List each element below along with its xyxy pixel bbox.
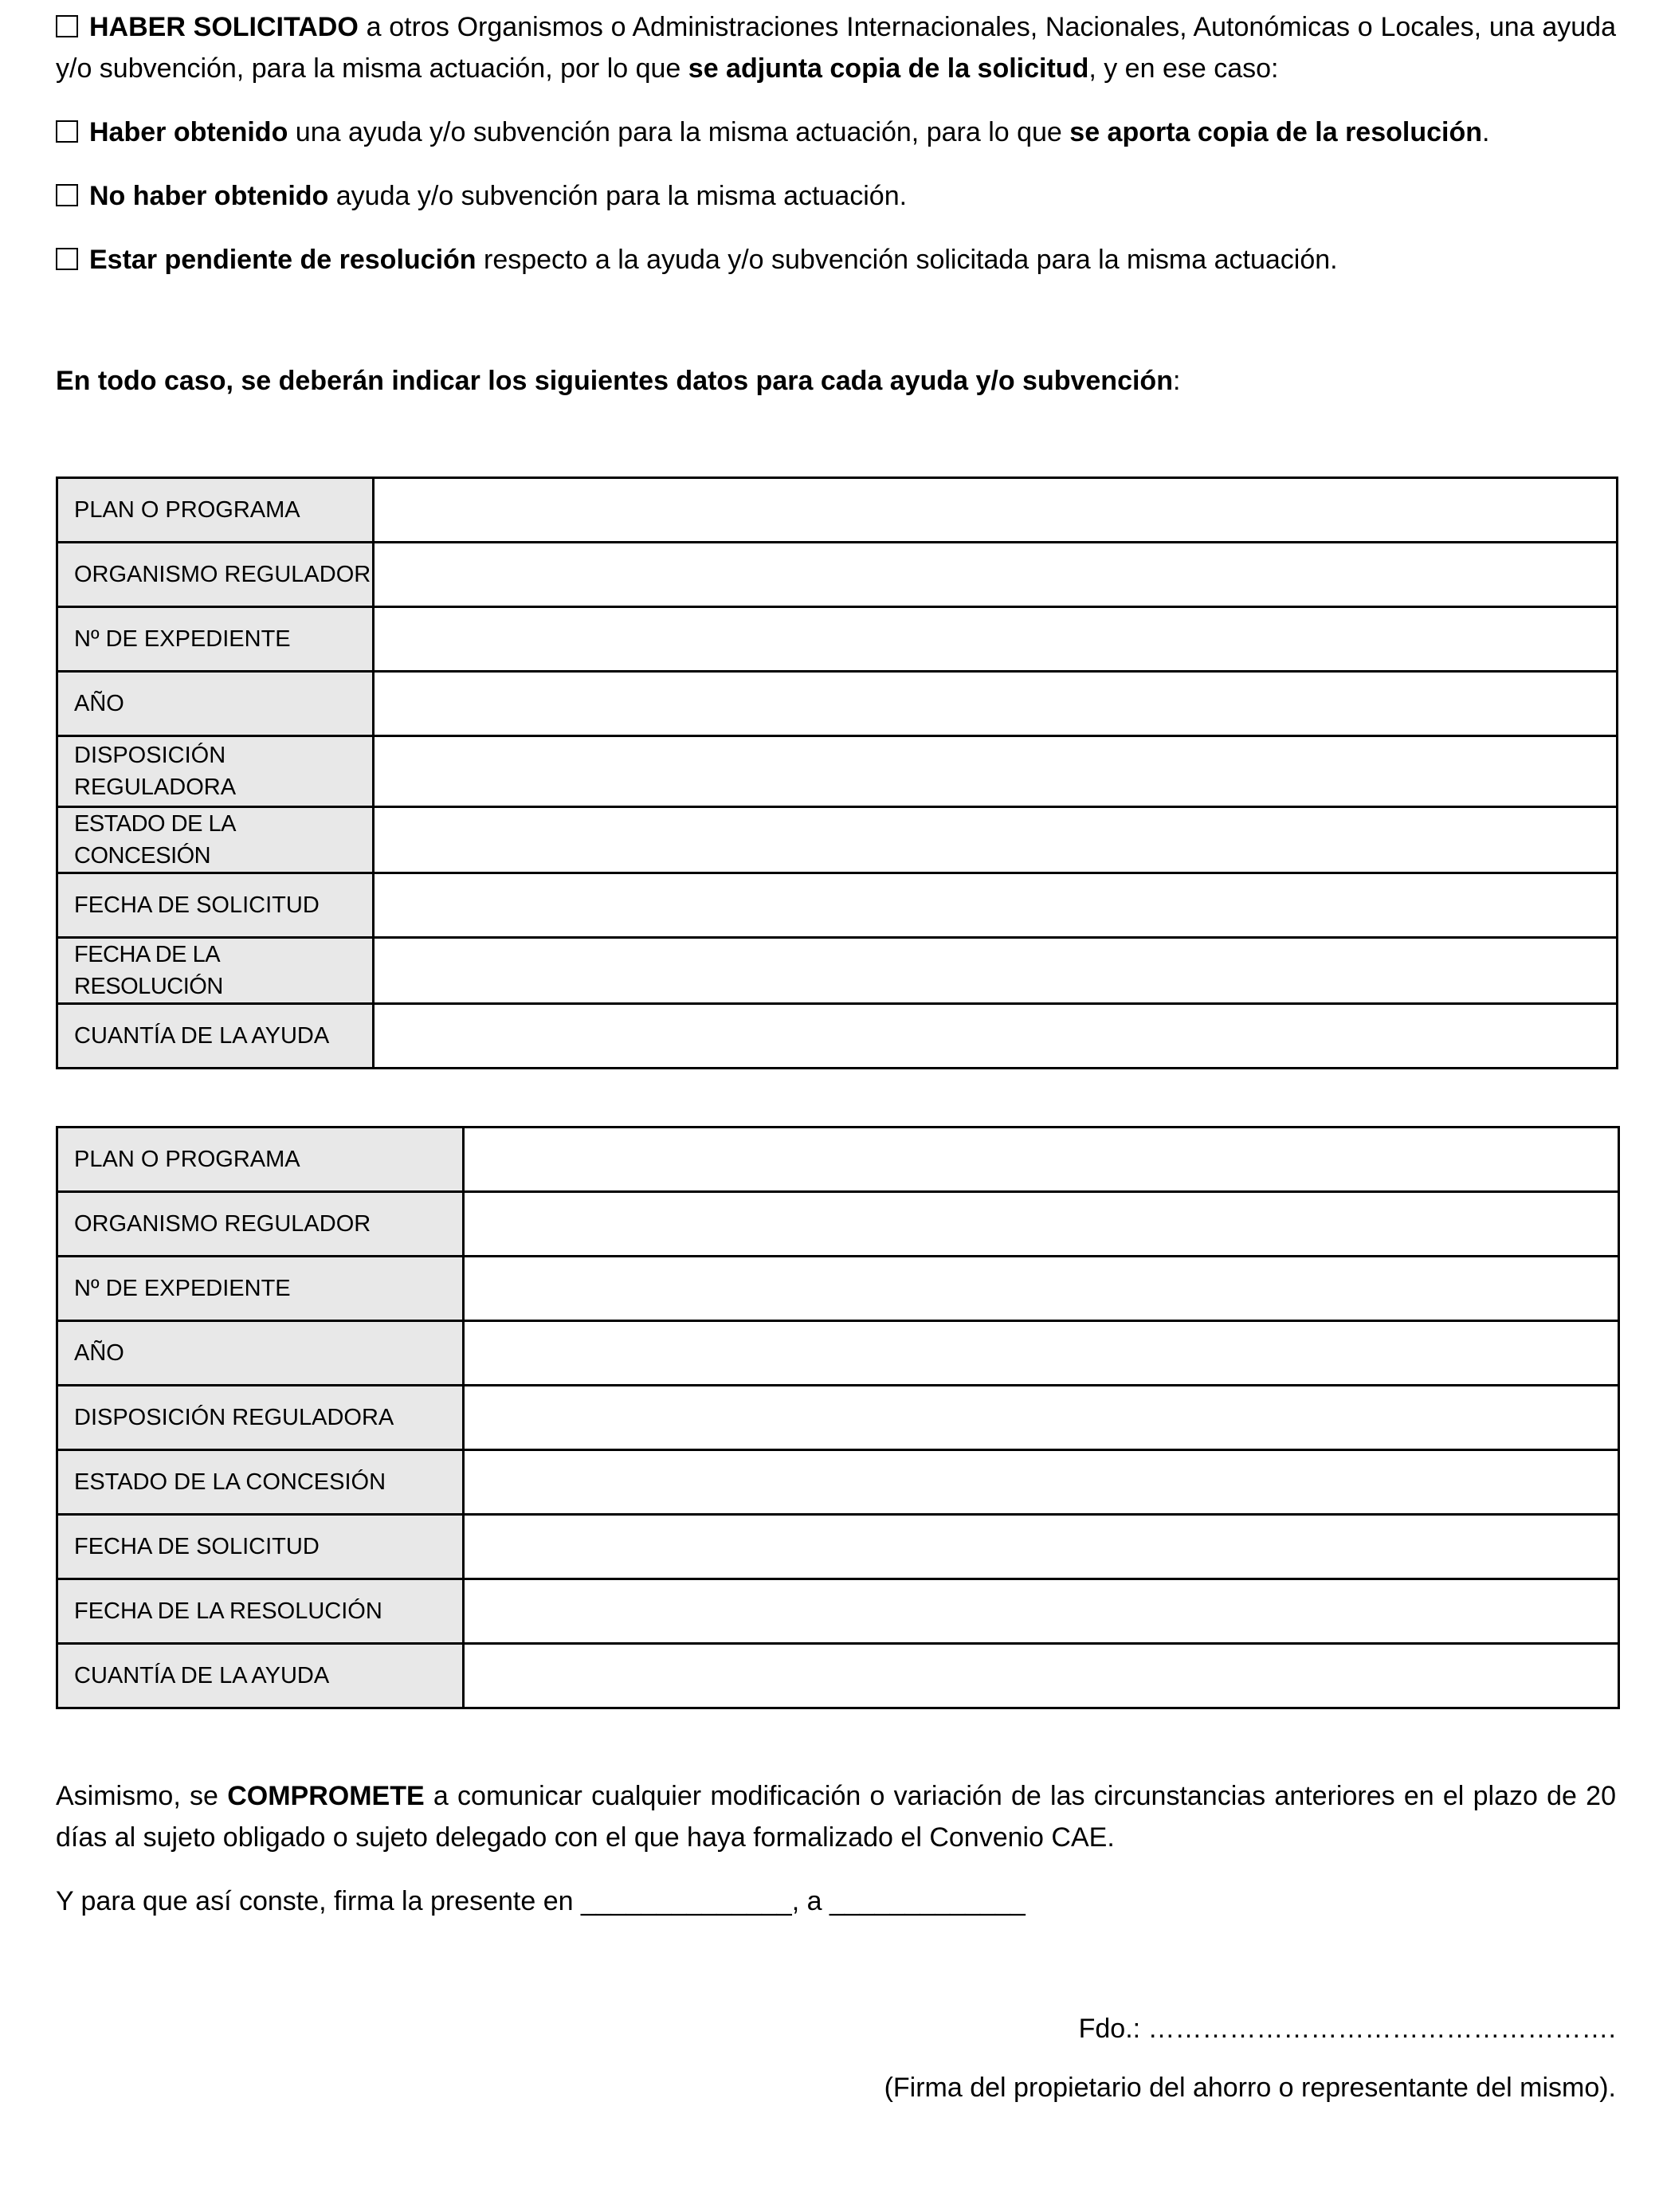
option-haber-obtenido: [56, 112, 1616, 153]
row-value-field[interactable]: [374, 607, 1618, 672]
checkbox-pendiente[interactable]: [56, 248, 78, 270]
row-label: DISPOSICIÓN REGULADORA: [57, 736, 374, 807]
checkbox-haber-solicitado[interactable]: [56, 15, 78, 37]
table-row: [57, 607, 1618, 672]
table-row: [57, 1515, 1619, 1579]
table-row: [57, 1192, 1619, 1257]
row-label: FECHA DE LA RESOLUCIÓN: [57, 1579, 464, 1644]
option-bold: se aporta copia de la resolución: [1069, 117, 1483, 147]
row-label: ORGANISMO REGULADOR: [57, 543, 374, 607]
row-value-field[interactable]: [464, 1515, 1619, 1579]
signature-caption: (Firma del propietario del ahorro o representante del mismo).: [884, 2073, 1616, 2103]
row-value-field[interactable]: [464, 1450, 1619, 1515]
checkbox-haber-obtenido[interactable]: [56, 120, 78, 143]
table-row: [57, 1386, 1619, 1450]
option-lead: Haber obtenido: [89, 117, 288, 147]
table-row: [57, 1321, 1619, 1386]
table-row: [57, 478, 1618, 543]
table-row: [57, 543, 1618, 607]
table-row: [57, 873, 1618, 938]
table-row: [57, 1579, 1619, 1644]
row-value-field[interactable]: [374, 478, 1618, 543]
instruction-text: [56, 360, 1616, 402]
signature-line: Fdo.: …………………………………………….: [1078, 2014, 1616, 2044]
checkbox-no-obtenido[interactable]: [56, 184, 78, 206]
subsidy-table-2: [56, 1126, 1620, 1709]
row-label: PLAN O PROGRAMA: [57, 1128, 464, 1192]
table-row: [57, 1128, 1619, 1192]
table-row: [57, 1004, 1618, 1069]
row-value-field[interactable]: [464, 1128, 1619, 1192]
instruction-tail: :: [1172, 366, 1181, 396]
subsidy-table-1: [56, 477, 1618, 1069]
table-row: [57, 1644, 1619, 1708]
row-label: FECHA DE SOLICITUD: [57, 873, 374, 938]
commitment-pre: Asimismo, se: [56, 1781, 228, 1811]
commitment-post: a comunicar cualquier modificación o variación de las circunstancias anteriores en el plazo de 20 días al sujeto obligado o sujeto delegado con el que haya formalizado el Convenio CAE.: [56, 1781, 1616, 1853]
instruction-bold: En todo caso, se deberán indicar los siguientes datos para cada ayuda y/o subvención: [56, 366, 1173, 396]
option-text: una ayuda y/o subvención para la misma actuación, para lo que: [288, 117, 1070, 147]
row-value-field[interactable]: [374, 543, 1618, 607]
row-value-field[interactable]: [464, 1579, 1619, 1644]
row-value-field[interactable]: [374, 873, 1618, 938]
row-value-field[interactable]: [374, 807, 1618, 873]
option-lead: HABER SOLICITADO: [89, 12, 359, 42]
row-value-field[interactable]: [374, 672, 1618, 736]
commitment-paragraph: [56, 1775, 1616, 1858]
row-label: Nº DE EXPEDIENTE: [57, 607, 374, 672]
row-label: FECHA DE SOLICITUD: [57, 1515, 464, 1579]
row-label: ESTADO DE LA CONCESIÓN: [57, 807, 374, 873]
row-value-field[interactable]: [464, 1192, 1619, 1257]
option-haber-solicitado: [56, 6, 1616, 89]
row-label: AÑO: [57, 672, 374, 736]
option-tail: respecto a la ayuda y/o subvención solicitada para la misma actuación.: [476, 245, 1338, 275]
closing-text: Y para que así conste, firma la presente en ______________, a _____________: [56, 1886, 1026, 1916]
row-label: FECHA DE LA RESOLUCIÓN: [57, 938, 374, 1004]
row-label: CUANTÍA DE LA AYUDA: [57, 1004, 374, 1069]
table-row: [57, 1257, 1619, 1321]
row-label: PLAN O PROGRAMA: [57, 478, 374, 543]
row-value-field[interactable]: [374, 938, 1618, 1004]
table-row: [57, 736, 1618, 807]
row-label: Nº DE EXPEDIENTE: [57, 1257, 464, 1321]
table-row: [57, 1450, 1619, 1515]
option-bold: se adjunta copia de la solicitud: [688, 53, 1089, 84]
row-value-field[interactable]: [464, 1257, 1619, 1321]
row-value-field[interactable]: [464, 1644, 1619, 1708]
row-value-field[interactable]: [464, 1321, 1619, 1386]
option-tail: ayuda y/o subvención para la misma actuación.: [328, 181, 908, 211]
table-row: [57, 938, 1618, 1004]
option-tail: , y en ese caso:: [1088, 53, 1279, 84]
option-pendiente: [56, 239, 1616, 280]
row-value-field[interactable]: [374, 736, 1618, 807]
row-value-field[interactable]: [374, 1004, 1618, 1069]
commitment-bold: COMPROMETE: [227, 1781, 425, 1811]
row-value-field[interactable]: [464, 1386, 1619, 1450]
option-text: a otros Organismos o Administraciones Internacionales, Nacionales, Autonómicas o Locales, una ayuda y/o subvención, para la misma actuación, por lo que: [56, 12, 1617, 84]
table-row: [57, 672, 1618, 736]
row-label: ORGANISMO REGULADOR: [57, 1192, 464, 1257]
row-label: ESTADO DE LA CONCESIÓN: [57, 1450, 464, 1515]
option-lead: No haber obtenido: [89, 181, 329, 211]
closing-line: [56, 1881, 1616, 1922]
option-lead: Estar pendiente de resolución: [89, 245, 477, 275]
table-row: [57, 807, 1618, 873]
row-label: DISPOSICIÓN REGULADORA: [57, 1386, 464, 1450]
row-label: AÑO: [57, 1321, 464, 1386]
row-label: CUANTÍA DE LA AYUDA: [57, 1644, 464, 1708]
option-no-obtenido: [56, 175, 1616, 217]
option-tail: .: [1482, 117, 1490, 147]
